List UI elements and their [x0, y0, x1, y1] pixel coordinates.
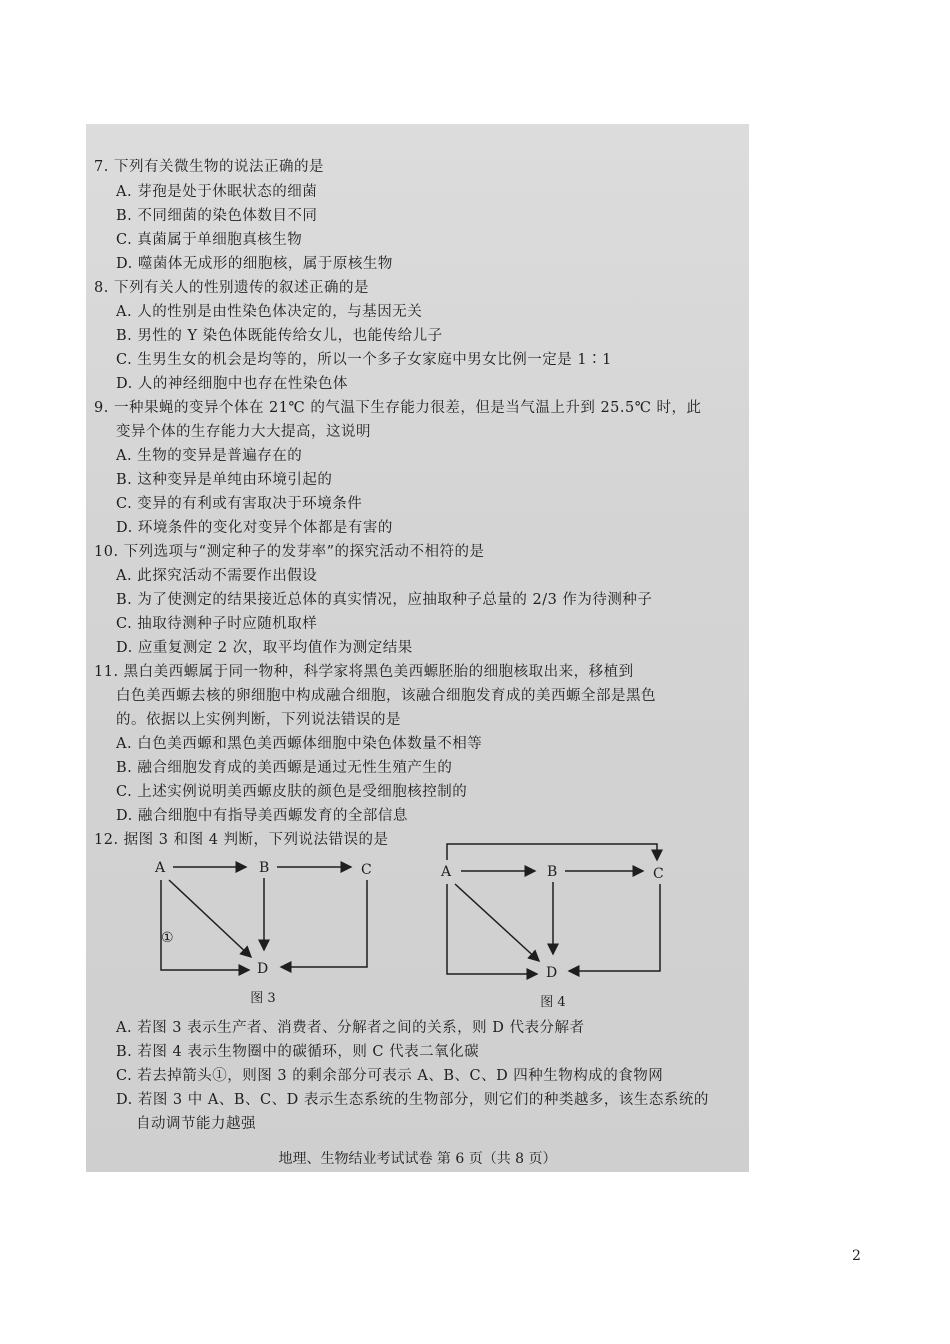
- fig3-caption: 图 3: [250, 991, 276, 1006]
- fig4-node-d: D: [546, 965, 558, 981]
- fig3-node-d: D: [257, 961, 269, 977]
- q12-stem: 12. 据图 3 和图 4 判断，下列说法错误的是: [94, 832, 389, 848]
- q7-option-a: A. 芽孢是处于休眠状态的细菌: [116, 184, 318, 200]
- q8-stem: 8. 下列有关人的性别遗传的叙述正确的是: [94, 280, 369, 296]
- fig3-arrow-c-d: [281, 880, 367, 967]
- figure-4-diagram: [431, 836, 681, 1021]
- q11-option-b: B. 融合细胞发育成的美西螈是通过无性生殖产生的: [116, 760, 453, 776]
- q11-option-d: D. 融合细胞中有指导美西螈发育的全部信息: [116, 808, 408, 824]
- q9-stem-line1: 9. 一种果蝇的变异个体在 21℃ 的气温下生存能力很差，但是当气温上升到 25.5℃ 时，此: [94, 400, 702, 416]
- q12-option-a: A. 若图 3 表示生产者、消费者、分解者之间的关系，则 D 代表分解者: [116, 1020, 585, 1036]
- q10-stem: 10. 下列选项与“测定种子的发芽率”的探究活动不相符的是: [94, 544, 485, 560]
- fig4-node-a: A: [441, 864, 452, 880]
- q11-option-a: A. 白色美西螈和黑色美西螈体细胞中染色体数量不相等: [116, 736, 483, 752]
- q10-option-d: D. 应重复测定 2 次，取平均值作为测定结果: [116, 640, 413, 656]
- fig3-arrow-1-a-d: [161, 880, 249, 970]
- q11-stem-line1: 11. 黑白美西螈属于同一物种，科学家将黑色美西螈胚胎的细胞核取出来，移植到: [94, 664, 634, 680]
- fig4-node-b: B: [547, 864, 558, 880]
- fig4-arrow-c-d: [569, 884, 660, 971]
- q8-option-d: D. 人的神经细胞中也存在性染色体: [116, 376, 348, 392]
- q12-option-b: B. 若图 4 表示生物圈中的碳循环，则 C 代表二氧化碳: [116, 1044, 480, 1060]
- page-number: 2: [852, 1248, 861, 1264]
- figure-3-diagram: [141, 842, 391, 1022]
- q8-option-a: A. 人的性别是由性染色体决定的，与基因无关: [116, 304, 423, 320]
- q7-stem: 7. 下列有关微生物的说法正确的是: [94, 159, 324, 175]
- q11-option-c: C. 上述实例说明美西螈皮肤的颜色是受细胞核控制的: [116, 784, 468, 800]
- q10-option-b: B. 为了使测定的结果接近总体的真实情况，应抽取种子总量的 2/3 作为待测种子: [116, 592, 653, 608]
- q9-option-a: A. 生物的变异是普遍存在的: [116, 448, 303, 464]
- page-footer: 地理、生物结业考试试卷 第 6 页（共 8 页）: [278, 1151, 557, 1167]
- fig3-marker-1: ①: [161, 930, 174, 946]
- fig3-node-a: A: [155, 860, 166, 876]
- q9-stem-line2: 变异个体的生存能力大大提高，这说明: [116, 424, 371, 440]
- fig3-node-c: C: [361, 862, 372, 878]
- fig3-node-b: B: [259, 860, 270, 876]
- q10-option-a: A. 此探究活动不需要作出假设: [116, 568, 318, 584]
- q11-stem-line2: 白色美西螈去核的卵细胞中构成融合细胞，该融合细胞发育成的美西螈全部是黑色: [116, 688, 656, 704]
- q8-option-b: B. 男性的 Y 染色体既能传给女儿，也能传给儿子: [116, 328, 443, 344]
- q9-option-d: D. 环境条件的变化对变异个体都是有害的: [116, 520, 393, 536]
- q12-option-c: C. 若去掉箭头①，则图 3 的剩余部分可表示 A、B、C、D 四种生物构成的食物网: [116, 1068, 664, 1084]
- q12-option-d: D. 若图 3 中 A、B、C、D 表示生态系统的生物部分，则它们的种类越多，该生态系统的: [116, 1092, 709, 1108]
- q9-option-c: C. 变异的有利或有害取决于环境条件: [116, 496, 363, 512]
- q9-option-b: B. 这种变异是单纯由环境引起的: [116, 472, 333, 488]
- q7-option-b: B. 不同细菌的染色体数目不同: [116, 208, 318, 224]
- fig4-node-c: C: [653, 866, 664, 882]
- fig4-arrow-a-d: [455, 884, 539, 961]
- q11-stem-line3: 的。依据以上实例判断，下列说法错误的是: [116, 712, 401, 728]
- fig3-arrow-a-d: [169, 880, 251, 957]
- fig4-arrow-a-c-top: [447, 844, 657, 860]
- fig4-arrow-left-a-d: [447, 884, 537, 974]
- fig4-caption: 图 4: [540, 995, 566, 1010]
- scanned-exam-page: [86, 124, 749, 1172]
- q10-option-c: C. 抽取待测种子时应随机取样: [116, 616, 318, 632]
- q7-option-c: C. 真菌属于单细胞真核生物: [116, 232, 303, 248]
- q12-option-d-continuation: 自动调节能力越强: [136, 1116, 256, 1132]
- q8-option-c: C. 生男生女的机会是均等的，所以一个多子女家庭中男女比例一定是 1∶1: [116, 352, 612, 368]
- q7-option-d: D. 噬菌体无成形的细胞核，属于原核生物: [116, 256, 393, 272]
